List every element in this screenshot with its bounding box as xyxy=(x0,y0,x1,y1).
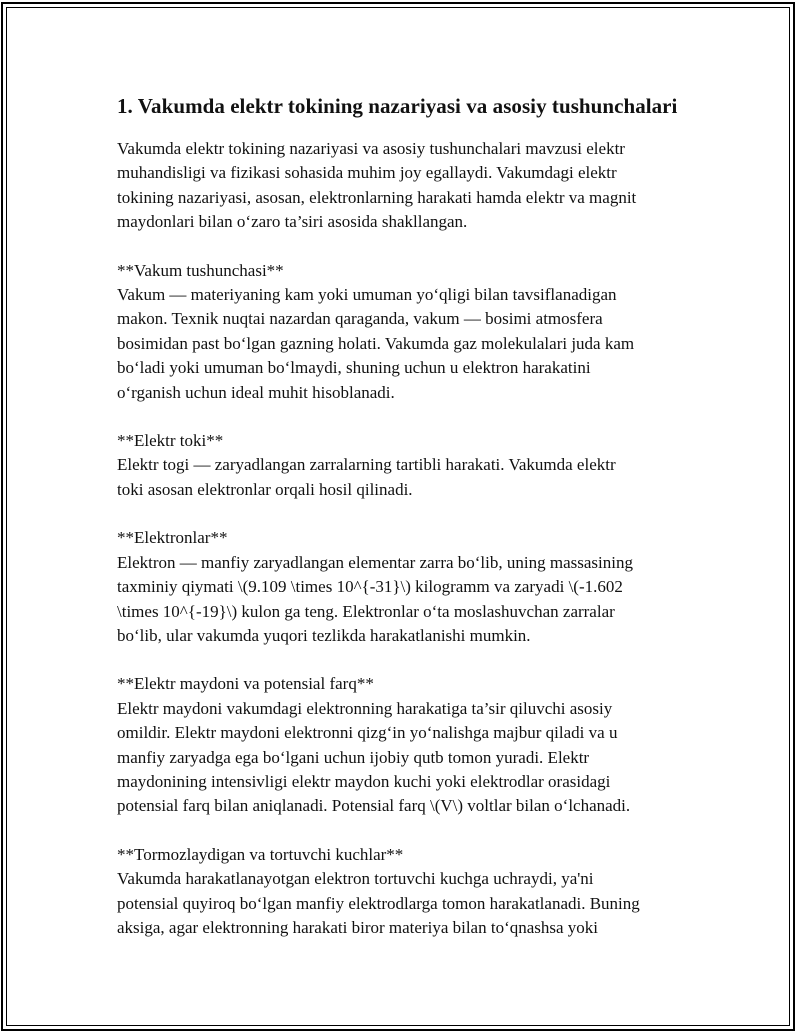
section-heading: **Elektr toki** xyxy=(117,431,224,451)
section-elektronlar xyxy=(117,526,717,648)
section-elektr-toki xyxy=(117,429,717,502)
text-line: muhandisligi va fizikasi sohasida muhim joy egallaydi. Vakumdagi elektr xyxy=(117,163,617,183)
text-line: potensial farq bilan aniqlanadi. Potensial farq \(V\) voltlar bilan o‘lchanadi. xyxy=(117,796,631,816)
text-line: aksiga, agar elektronning harakati biror materiya bilan to‘qnashsa yoki xyxy=(117,917,599,937)
text-line: bo‘lib, ular vakumda yuqori tezlikda harakatlanishi mumkin. xyxy=(117,625,531,645)
document-body xyxy=(117,93,717,964)
text-line: Vakumda harakatlanayotgan elektron tortuvchi kuchga uchraydi, ya'ni xyxy=(117,869,594,889)
text-line: toki asosan elektronlar orqali hosil qilinadi. xyxy=(117,479,413,499)
section-heading: **Vakum tushunchasi** xyxy=(117,260,284,280)
text-line: makon. Texnik nuqtai nazardan qaraganda, vakum — bosimi atmosfera xyxy=(117,309,603,329)
text-line: Vakumda elektr tokining nazariyasi va asosiy tushunchalari mavzusi elektr xyxy=(117,139,625,158)
section-vakum xyxy=(117,259,717,405)
text-line: omildir. Elektr maydoni elektronni qizg‘in yo‘nalishga majbur qiladi va u xyxy=(117,723,618,743)
text-line: bosimidan past bo‘lgan gazning holati. Vakumda gaz molekulalari juda kam xyxy=(117,333,635,353)
text-line: Elektr maydoni vakumdagi elektronning harakatiga ta’sir qiluvchi asosiy xyxy=(117,698,613,718)
text-line: Elektron — manfiy zaryadlangan elementar zarra bo‘lib, uning massasining xyxy=(117,552,633,572)
text-line: \times 10^{-19}\) kulon ga teng. Elektronlar o‘ta moslashuvchan zarralar xyxy=(117,601,615,621)
intro-paragraph xyxy=(117,137,717,235)
text-line: Elektr togi — zaryadlangan zarralarning tartibli harakati. Vakumda elektr xyxy=(117,455,616,475)
text-line: manfiy zaryadga ega bo‘lgani uchun ijobiy qutb tomon yuradi. Elektr xyxy=(117,747,590,767)
text-line: tokining nazariyasi, asosan, elektronlarning harakati hamda elektr va magnit xyxy=(117,187,637,207)
section-heading: **Elektr maydoni va potensial farq** xyxy=(117,674,374,694)
text-line: Vakum — materiyaning kam yoki umuman yo‘qligi bilan tavsiflanadigan xyxy=(117,285,617,305)
text-line: o‘rganish uchun ideal muhit hisoblanadi. xyxy=(117,382,395,402)
section-heading: **Tormozlaydigan va tortuvchi kuchlar** xyxy=(117,844,404,864)
text-line: taxminiy qiymati \(9.109 \times 10^{-31}\) kilogramm va zaryadi \(-1.602 xyxy=(117,577,623,597)
text-line: maydonining intensivligi elektr maydon kuchi yoki elektrodlar orasidagi xyxy=(117,771,611,791)
text-line: potensial quyiroq bo‘lgan manfiy elektrodlarga tomon harakatlanadi. Buning xyxy=(117,893,640,913)
text-line: bo‘ladi yoki umuman bo‘lmaydi, shuning uchun u elektron harakatini xyxy=(117,358,591,378)
section-elektr-maydoni xyxy=(117,672,717,818)
section-kuchlar xyxy=(117,843,717,941)
section-heading: **Elektronlar** xyxy=(117,528,228,548)
text-line: maydonlari bilan o‘zaro ta’siri asosida shakllangan. xyxy=(117,212,468,232)
document-title: 1. Vakumda elektr tokining nazariyasi va asosiy tushunchalari xyxy=(117,94,678,118)
